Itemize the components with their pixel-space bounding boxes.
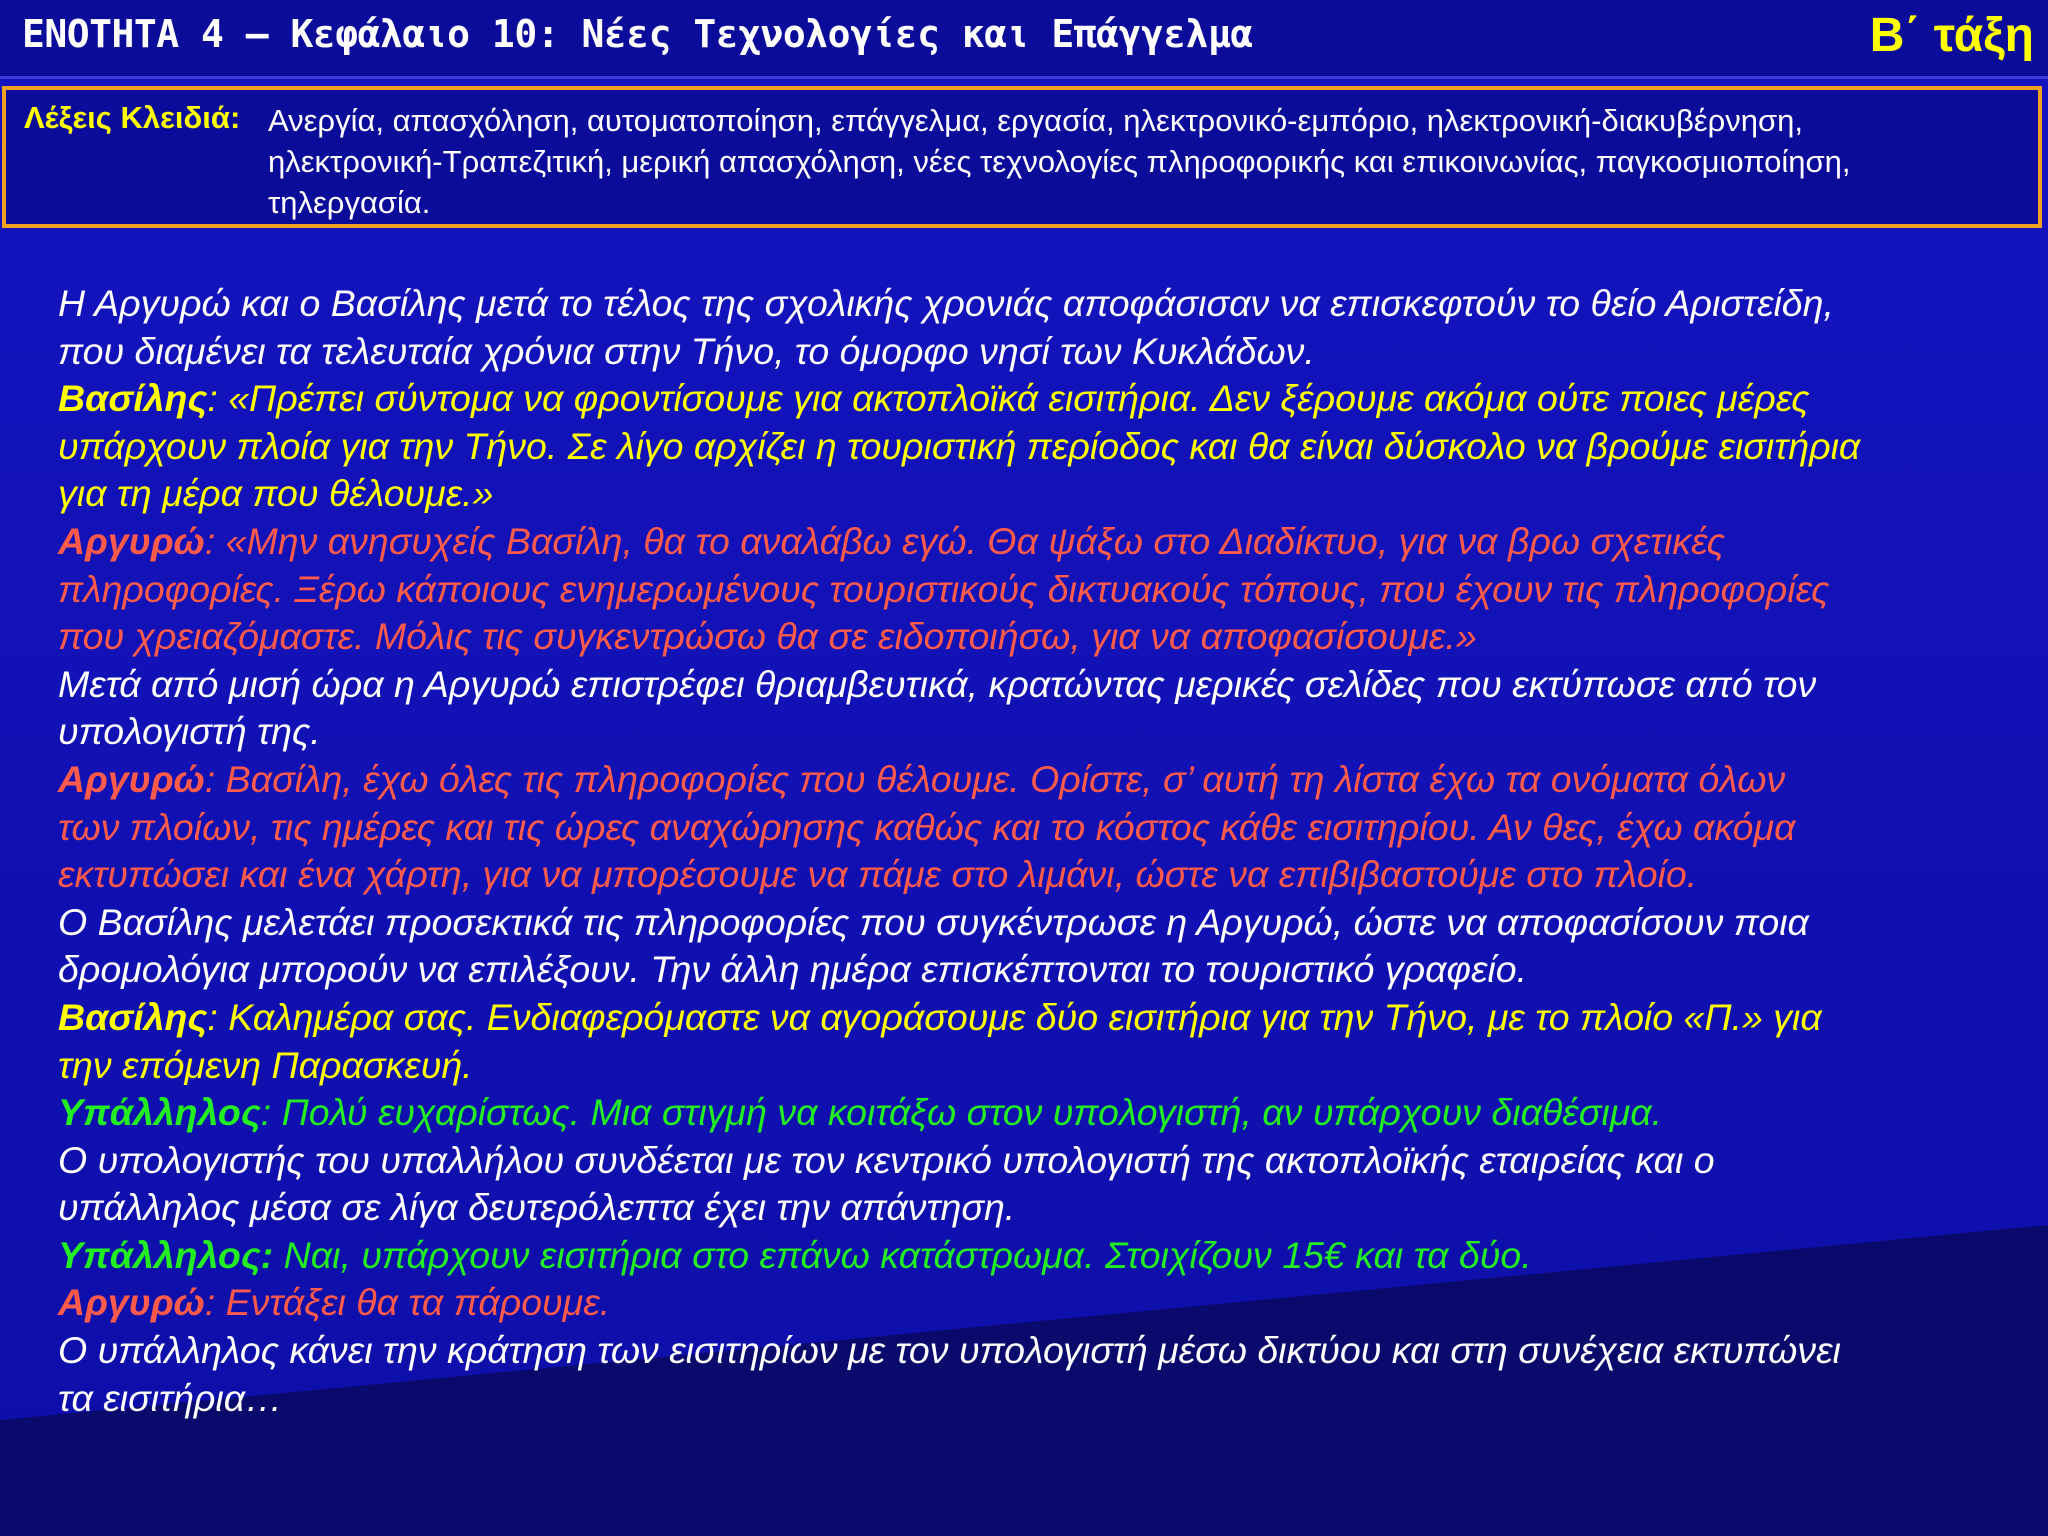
- speaker-name-argyro: Αργυρώ: [58, 757, 205, 800]
- speaker-name-argyro: Αργυρώ: [58, 1281, 205, 1324]
- employee-line: [58, 1232, 2018, 1280]
- argyro-line: που χρειαζόμαστε. Μόλις τις συγκεντρώσω θα σε ειδοποιήσω, για να αποφασίσουμε.»: [58, 615, 1477, 658]
- line-text: : Καλημέρα σας. Ενδιαφερόμαστε να αγοράσουμε δύο εισιτήρια για την Τήνο, με το πλοίο «Π.» για: [207, 995, 1822, 1038]
- vasilis-line: υπάρχουν πλοία για την Τήνο. Σε λίγο αρχίζει η τουριστική περίοδος και θα είναι δύσκολο να βρούμε εισιτήρια: [58, 424, 1861, 467]
- line-text: : Πολύ ευχαρίστως. Μια στιγμή να κοιτάξω στον υπολογιστή, αν υπάρχουν διαθέσιμα.: [260, 1091, 1663, 1134]
- narration-line: Μετά από μισή ώρα η Αργυρώ επιστρέφει θριαμβευτικά, κρατώντας μερικές σελίδες που εκτύπωσε από τον: [58, 662, 1817, 705]
- vasilis-line: την επόμενη Παρασκευή.: [58, 1043, 473, 1086]
- header-bar: [0, 0, 2048, 79]
- chapter-title: ΕΝΟΤΗΤΑ 4 – Κεφάλαιο 10: Νέες Τεχνολογίες και Επάγγελμα: [22, 12, 1253, 56]
- line-text: : Βασίλη, έχω όλες τις πληροφορίες που θέλουμε. Ορίστε, σ’ αυτή τη λίστα έχω τα ονόματα όλων: [204, 757, 1786, 800]
- narration-line: Ο υπολογιστής του υπαλλήλου συνδέεται με τον κεντρικό υπολογιστή της ακτοπλοϊκής εταιρείας και ο: [58, 1138, 1715, 1181]
- speaker-name-employee: Υπάλληλος: [58, 1091, 261, 1134]
- employee-line: [58, 1089, 2018, 1137]
- narration-line: που διαμένει τα τελευταία χρόνια στην Τήνο, το όμορφο νησί των Κυκλάδων.: [58, 329, 1315, 372]
- line-text: : «Πρέπει σύντομα να φροντίσουμε για ακτοπλοϊκά εισιτήρια. Δεν ξέρουμε ακόμα ούτε ποιες μέρες: [207, 377, 1810, 420]
- keywords-label: Λέξεις Κλειδιά:: [24, 100, 241, 135]
- speaker-name-vasilis: Βασίλης: [58, 995, 208, 1038]
- narration-line: Η Αργυρώ και ο Βασίλης μετά το τέλος της σχολικής χρονιάς αποφάσισαν να επισκεφτούν το θείο Αριστείδη,: [58, 282, 1834, 324]
- argyro-line: [58, 518, 2018, 566]
- speaker-name-employee: Υπάλληλος:: [58, 1233, 274, 1276]
- keywords-box: [2, 86, 2042, 228]
- narration-line: τα εισιτήρια…: [58, 1376, 283, 1419]
- vasilis-line: [58, 994, 2018, 1042]
- argyro-line: [58, 1279, 2018, 1327]
- narration-line: υπάλληλος μέσα σε λίγα δευτερόλεπτα έχει την απάντηση.: [58, 1186, 1016, 1229]
- argyro-line: εκτυπώσει και ένα χάρτη, για να μπορέσουμε να πάμε στο λιμάνι, ώστε να επιβιβαστούμε στο πλοίο.: [58, 853, 1698, 896]
- vasilis-line: για τη μέρα που θέλουμε.»: [58, 472, 494, 515]
- narration-line: δρομολόγια μπορούν να επιλέξουν. Την άλλη ημέρα επισκέπτονται το τουριστικό γραφείο.: [58, 948, 1528, 991]
- argyro-line: [58, 756, 2018, 804]
- narration-line: υπολογιστή της.: [58, 710, 321, 753]
- argyro-line: πληροφορίες. Ξέρω κάποιους ενημερωμένους τουριστικούς δικτυακούς τόπους, που έχουν τις πληροφορίες: [58, 567, 1830, 610]
- speaker-name-argyro: Αργυρώ: [58, 519, 205, 562]
- speaker-name-vasilis: Βασίλης: [58, 377, 208, 420]
- narration-line: Ο Βασίλης μελετάει προσεκτικά τις πληροφορίες που συγκέντρωσε η Αργυρώ, ώστε να αποφασίσουν ποια: [58, 900, 1809, 943]
- argyro-line: των πλοίων, τις ημέρες και τις ώρες αναχώρησης καθώς και το κόστος κάθε εισιτηρίου. Αν θες, έχω ακόμα: [58, 805, 1796, 848]
- narration-line: Ο υπάλληλος κάνει την κράτηση των εισιτηρίων με τον υπολογιστή μέσω δικτύου και στη συνέχεια εκτυπώνει: [58, 1329, 1841, 1372]
- grade-label: Β΄ τάξη: [1869, 9, 2034, 62]
- keywords-line: τηλεργασία.: [268, 185, 431, 220]
- line-text: : «Μην ανησυχείς Βασίλη, θα το αναλάβω εγώ. Θα ψάξω στο Διαδίκτυο, για να βρω σχετικές: [204, 519, 1725, 562]
- line-text: Ναι, υπάρχουν εισιτήρια στο επάνω κατάστρωμα. Στοιχίζουν 15€ και τα δύο.: [273, 1233, 1532, 1276]
- keywords-line: ηλεκτρονική-Τραπεζιτική, μερική απασχόληση, νέες τεχνολογίες πληροφορικής και επικοινωνίας, παγκοσμιοποίηση,: [268, 144, 1851, 179]
- dialogue-text: [58, 280, 2018, 1422]
- keywords-text: [268, 100, 2038, 223]
- line-text: : Εντάξει θα τα πάρουμε.: [204, 1281, 611, 1324]
- keywords-line: Ανεργία, απασχόληση, αυτοματοποίηση, επάγγελμα, εργασία, ηλεκτρονικό-εμπόριο, ηλεκτρονική-διακυβέρνηση,: [268, 103, 1803, 138]
- vasilis-line: [58, 375, 2018, 423]
